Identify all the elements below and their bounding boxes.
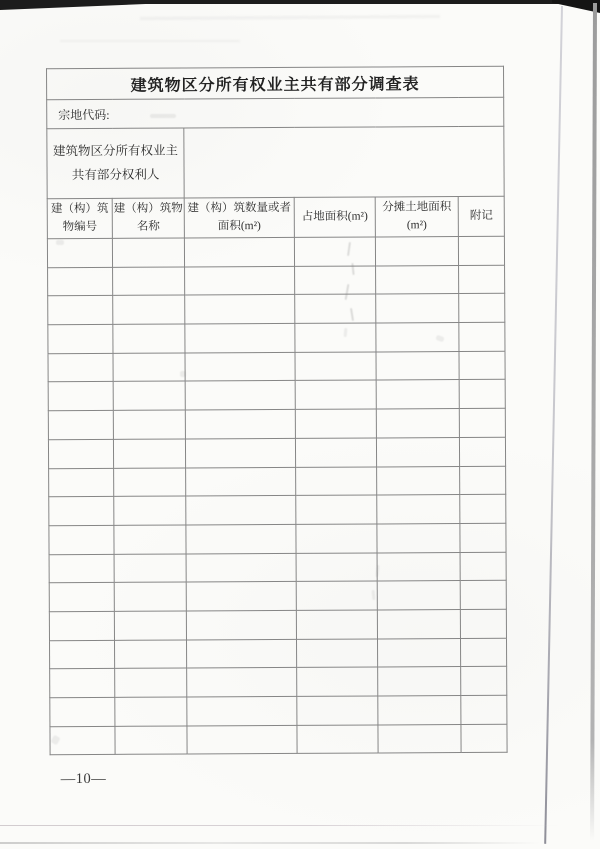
table-row — [49, 523, 506, 554]
table-cell — [114, 554, 186, 583]
col-header-remarks: 附记 — [458, 196, 504, 236]
table-cell — [296, 553, 377, 582]
table-cell — [185, 438, 295, 467]
table-cell — [114, 582, 186, 611]
paper-bottom-smudge — [0, 842, 540, 844]
table-cell — [295, 323, 376, 352]
table-cell — [459, 322, 505, 351]
survey-form — [46, 66, 508, 788]
table-cell — [48, 296, 113, 325]
table-cell — [50, 726, 115, 755]
table-cell — [295, 352, 376, 381]
table-cell — [114, 525, 186, 554]
table-cell — [186, 496, 296, 525]
table-row — [47, 236, 504, 267]
table-cell — [376, 294, 459, 323]
table-row — [48, 351, 505, 382]
table-cell — [376, 265, 459, 294]
col-header-building-number: 建（构）筑 物编号 — [47, 198, 112, 238]
table-cell — [185, 295, 295, 324]
table-cell — [115, 726, 187, 755]
table-cell — [376, 323, 459, 352]
table-cell — [376, 351, 459, 380]
table-cell — [48, 410, 113, 439]
table-cell — [378, 667, 461, 696]
table-cell — [186, 582, 296, 611]
table-cell — [112, 238, 184, 267]
table-cell — [296, 466, 377, 495]
table-cell — [460, 581, 506, 610]
table-cell — [114, 640, 186, 669]
col-header-building-name: 建（构）筑物 名称 — [112, 198, 184, 238]
table-cell — [48, 324, 113, 353]
rights-holder-row — [47, 126, 504, 198]
table-cell — [460, 523, 506, 552]
scan-streak — [60, 40, 240, 42]
table-cell — [113, 353, 185, 382]
table-cell — [114, 467, 186, 496]
table-cell — [295, 294, 376, 323]
table-cell — [459, 265, 505, 294]
table-cell — [49, 554, 114, 583]
table-cell — [185, 381, 295, 410]
table-cell — [113, 439, 185, 468]
table-cell — [185, 266, 295, 295]
table-row — [49, 638, 506, 669]
table-cell — [49, 468, 114, 497]
table-cell — [460, 466, 506, 495]
table-cell — [459, 380, 505, 409]
table-cell — [185, 410, 295, 439]
table-cell — [297, 696, 378, 725]
table-cell — [49, 640, 114, 669]
table-cell — [460, 552, 506, 581]
table-cell — [114, 611, 186, 640]
table-cell — [378, 724, 461, 753]
table-cell — [48, 382, 113, 411]
table-cell — [296, 495, 377, 524]
table-cell — [115, 697, 187, 726]
table-cell — [115, 668, 187, 697]
table-row — [48, 322, 505, 353]
table-cell — [376, 380, 459, 409]
table-row — [49, 552, 506, 583]
table-row — [48, 408, 505, 439]
table-cell — [377, 466, 460, 495]
table-cell — [297, 725, 378, 754]
table-cell — [186, 553, 296, 582]
table-cell — [186, 639, 296, 668]
table-cell — [377, 638, 460, 667]
title-row — [47, 66, 504, 99]
table-cell — [114, 496, 186, 525]
page-number: —10— — [60, 770, 107, 788]
parcel-code-label: 宗地代码: — [47, 97, 504, 128]
table-cell — [376, 409, 459, 438]
table-row — [49, 609, 506, 640]
table-cell — [48, 267, 113, 296]
table-cell — [460, 609, 506, 638]
table-cell — [187, 668, 297, 697]
table-row — [48, 380, 505, 411]
table-cell — [377, 581, 460, 610]
table-header-row — [47, 196, 504, 238]
table-cell — [50, 697, 115, 726]
table-cell — [184, 237, 294, 266]
table-cell — [295, 266, 376, 295]
table-cell — [461, 724, 507, 753]
table-cell — [461, 695, 507, 724]
table-row — [48, 294, 505, 325]
table-body — [47, 236, 507, 755]
rights-holder-label: 建筑物区分所有权业主 共有部分权利人 — [47, 128, 184, 199]
table-cell — [297, 667, 378, 696]
table-cell — [459, 408, 505, 437]
table-cell — [376, 437, 459, 466]
table-cell — [460, 494, 506, 523]
table-cell — [377, 552, 460, 581]
scan-streak — [140, 15, 440, 20]
scanner-edge-band-left — [0, 0, 170, 10]
table-cell — [378, 696, 461, 725]
table-cell — [48, 353, 113, 382]
parcel-code-row — [47, 97, 504, 128]
table-row — [49, 494, 506, 525]
table-cell — [295, 409, 376, 438]
paper-bottom-edge — [0, 825, 560, 826]
table-cell — [296, 610, 377, 639]
table-cell — [295, 380, 376, 409]
table-cell — [48, 439, 113, 468]
table-cell — [296, 524, 377, 553]
table-row — [49, 581, 506, 612]
table-row — [50, 695, 507, 726]
table-cell — [187, 696, 297, 725]
table-cell — [113, 410, 185, 439]
paper-right-edge — [590, 3, 597, 841]
table-cell — [49, 583, 114, 612]
col-header-shared-land-area: 分摊土地面积 (m²) — [375, 197, 458, 237]
table-cell — [113, 324, 185, 353]
table-cell — [186, 467, 296, 496]
table-row — [49, 466, 506, 497]
table-cell — [377, 523, 460, 552]
table-cell — [186, 524, 296, 553]
survey-table — [46, 66, 508, 756]
table-cell — [186, 610, 296, 639]
table-row — [50, 667, 507, 698]
table-row — [50, 724, 507, 755]
table-cell — [460, 638, 506, 667]
rights-holder-value — [184, 126, 504, 198]
table-cell — [50, 669, 115, 698]
table-cell — [461, 667, 507, 696]
table-row — [48, 437, 505, 468]
table-cell — [377, 495, 460, 524]
table-cell — [49, 611, 114, 640]
table-cell — [185, 323, 295, 352]
table-cell — [459, 294, 505, 323]
table-cell — [113, 295, 185, 324]
table-cell — [185, 352, 295, 381]
table-cell — [49, 525, 114, 554]
table-cell — [47, 238, 112, 267]
col-header-footprint-area: 占地面积(m²) — [294, 197, 375, 237]
form-title: 建筑物区分所有权业主共有部分调查表 — [47, 66, 504, 99]
table-cell — [296, 581, 377, 610]
table-cell — [459, 351, 505, 380]
table-cell — [375, 237, 458, 266]
table-cell — [377, 609, 460, 638]
table-cell — [187, 725, 297, 754]
table-cell — [295, 438, 376, 467]
table-cell — [296, 639, 377, 668]
table-cell — [113, 381, 185, 410]
table-cell — [113, 267, 185, 296]
table-cell — [49, 497, 114, 526]
table-cell — [458, 236, 504, 265]
page-fold-line — [544, 6, 563, 844]
table-row — [48, 265, 505, 296]
table-cell — [459, 437, 505, 466]
table-cell — [294, 237, 375, 266]
col-header-quantity-or-area: 建（构）筑数量或者 面积(m²) — [184, 197, 294, 238]
